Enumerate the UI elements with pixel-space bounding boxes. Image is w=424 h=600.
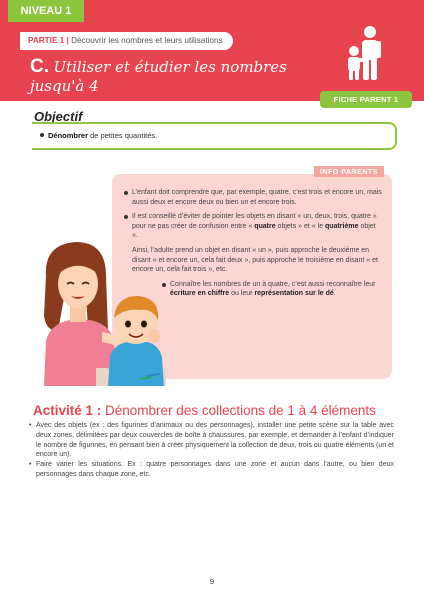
title-line-2: jusqu'à 4 bbox=[30, 77, 99, 95]
activite-heading: Dénombrer des collections de 1 à 4 éléments bbox=[101, 403, 376, 418]
bullet-icon: • bbox=[29, 461, 32, 469]
info-p1: L’enfant doit comprendre que, par exemple, quatre, c’est trois et encore un, mais aussi deux et encore deux ou bien un et encore trois. bbox=[132, 189, 382, 206]
info-p2a: Il est conseillé d’éviter de pointer les objets en disant « un, deux, trois, quatre » pour ne pas créer de confusion entre « bbox=[132, 213, 377, 230]
page-number: 9 bbox=[209, 577, 215, 586]
activite-title bbox=[33, 403, 376, 418]
mother-child-illustration bbox=[36, 236, 166, 386]
info-p4c: ou leur bbox=[229, 290, 255, 298]
info-p2b: quatre bbox=[254, 222, 276, 230]
niveau-tag: NIVEAU 1 bbox=[8, 0, 84, 22]
parent-child-icon bbox=[345, 25, 385, 81]
title-letter: C. bbox=[30, 56, 49, 77]
bullet-icon bbox=[40, 133, 44, 137]
objectif-title: Objectif bbox=[34, 109, 83, 124]
activite-paragraph-2 bbox=[29, 460, 394, 480]
info-p4b: écriture en chiffre bbox=[170, 290, 230, 298]
info-p2c: objets » et « le bbox=[275, 222, 326, 230]
info-p4d: représentation sur le dé bbox=[254, 290, 334, 298]
objectif-bold: Dénombrer bbox=[48, 131, 89, 140]
activite-text bbox=[29, 421, 394, 480]
activite-p2: Faire varier les situations. Ex : quatre personnages dans une zone et aucun dans l’autre, ou bien deux personnages dans chaque zone, etc. bbox=[36, 461, 394, 478]
objectif-item bbox=[40, 131, 157, 140]
page-title bbox=[30, 56, 320, 95]
objectif-rest: de petites quantités. bbox=[88, 131, 158, 140]
partie-number: PARTIE 1 | bbox=[28, 36, 69, 45]
info-p2d: quatrième bbox=[325, 222, 359, 230]
info-p4a: Connaître les nombres de un à quatre, c’est aussi reconnaître leur bbox=[170, 280, 376, 288]
bullet-icon: • bbox=[29, 422, 32, 429]
info-paragraph-3 bbox=[132, 246, 382, 275]
info-paragraph-4 bbox=[132, 280, 382, 299]
bullet-icon bbox=[124, 191, 128, 195]
info-paragraph-2 bbox=[132, 212, 382, 241]
info-p4e: . bbox=[333, 290, 336, 298]
info-p2e: objet ». bbox=[132, 222, 376, 240]
partie-text: Découvrir les nombres et leurs utilisations bbox=[71, 36, 223, 45]
info-parents-tag: INFO PARENTS bbox=[314, 166, 384, 177]
info-paragraph-1 bbox=[132, 188, 382, 207]
info-p3: Ainsi, l’adulte prend un objet en disant « un », puis approche le deuxième en disant « et encore un, cela fait deux », puis approche le troisième en disant « et encore un, cela fait trois », etc. bbox=[132, 246, 378, 274]
partie-label bbox=[20, 32, 233, 50]
title-line-1: Utiliser et étudier les nombres bbox=[53, 58, 287, 76]
activite-label: Activité 1 : bbox=[33, 403, 102, 418]
activite-p1: Avec des objets (ex : des figurines d’animaux ou des personnages), installer une petite scène sur la table avec deux zones, délimitées par deux couvercles de boîte à chaussures, par exemple, et demander à l’enfant d’indiquer le nombre de figurines, en pensant bien à créer physiquement la collection de deux, trois ou quatre éléments (un et encore un). bbox=[36, 422, 394, 459]
activite-paragraph-1 bbox=[29, 421, 394, 460]
fiche-parent-badge: FICHE PARENT 1 bbox=[320, 91, 412, 108]
info-parents-text bbox=[132, 188, 382, 304]
